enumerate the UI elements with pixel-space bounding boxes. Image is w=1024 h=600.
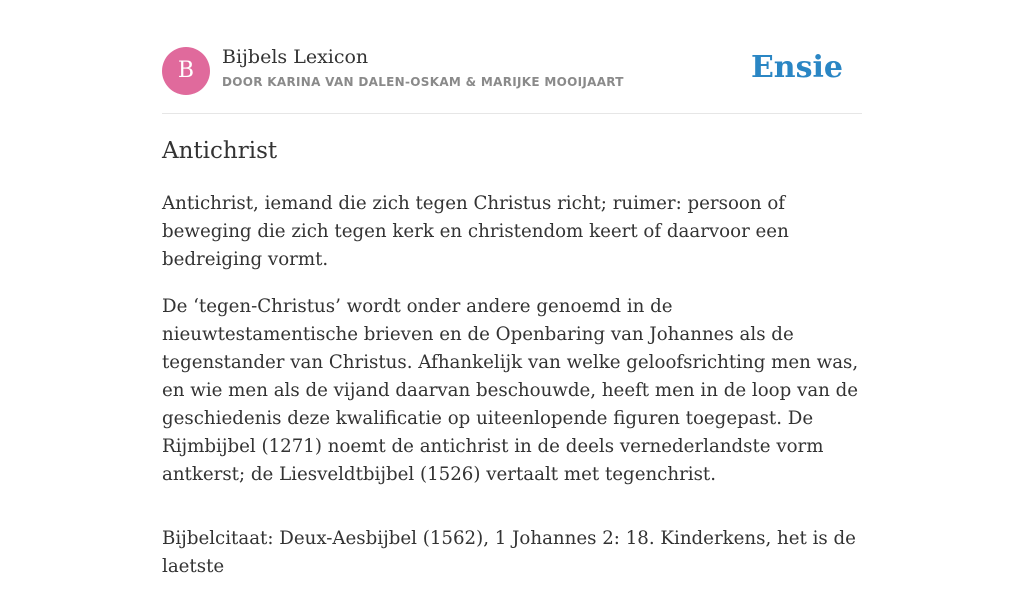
entry-paragraph-definition: Antichrist, iemand die zich tegen Christus richt; ruimer: persoon of beweging die zich tegen kerk en christendom keert of daarvoor een bedreiging vormt. — [162, 193, 789, 270]
entry-bible-quote: Bijbelcitaat: Deux-Aesbijbel (1562), 1 Johannes 2: 18. Kinderkens, het is de laetste — [162, 528, 856, 577]
book-avatar[interactable]: B — [162, 47, 210, 95]
book-authors: DOOR KARINA VAN DALEN-OSKAM & MARIJKE MOOIJAART — [222, 75, 624, 89]
book-header — [162, 0, 862, 114]
entry-body — [162, 190, 862, 600]
ensie-logo-link[interactable]: Ensie — [750, 50, 843, 85]
entry-paragraph-history: De ‘tegen-Christus’ wordt onder andere genoemd in de nieuwtestamentische brieven en de Openbaring van Johannes als de tegenstander van Christus. Afhankelijk van welke geloofsrichting men was, en wie men als de vijand daarvan beschouwde, heeft men in de loop van de geschiedenis deze kwalificatie op uiteenlopende figuren toegepast. De Rijmbijbel (1271) noemt de antichrist in de deels vernederlandste vorm antkerst; de Liesveldtbijbel (1526) vertaalt met tegenchrist. — [162, 296, 859, 485]
page-container — [162, 0, 862, 577]
book-title[interactable]: Bijbels Lexicon — [222, 46, 369, 68]
entry-title: Antichrist — [162, 138, 278, 164]
